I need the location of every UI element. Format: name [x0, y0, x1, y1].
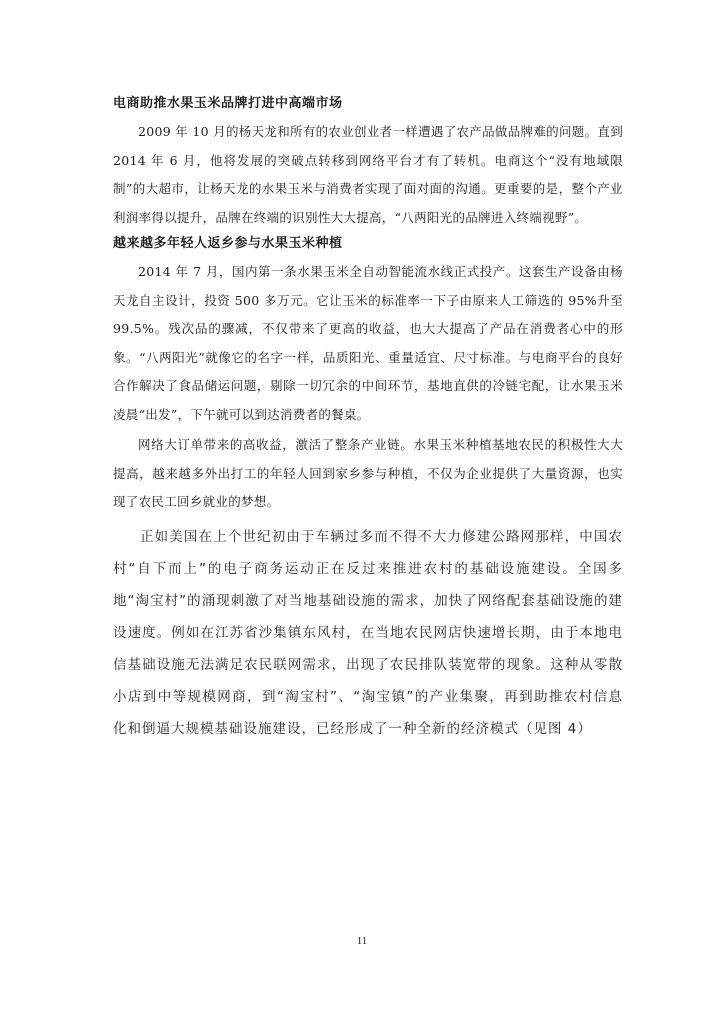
page-number: 11 — [356, 935, 368, 947]
section-heading-ecommerce-brand: 电商助推水果玉米品牌打进中高端市场 — [113, 96, 343, 111]
section-heading-youth-return: 越来越多年轻人返乡参与水果玉米种植 — [113, 236, 343, 251]
paragraph-production-line: 2014 年 7 月，国内第一条水果玉米全自动智能流水线正式投产。这套生产设备由杨天龙自主设计，投资 500 多万元。它让玉米的标准率一下子由原来人工筛选的 95%升至 99.5%。残次品的骤减，不仅带来了更高的收益，也大大提高了产品在消费者心中的形象。“八两阳光”就像它的名字一样，品质阳光、重量适宜、尺寸标准。与电商平台的良好合作解决了食品储运问题，剔除一切冗余的中间环节，基地直供的冷链宅配，让水果玉米凌晨“出发”，下午就可以到达消费者的餐桌。 — [113, 264, 623, 422]
paragraph-industry-chain: 网络大订单带来的高收益，激活了整条产业链。水果玉米种植基地农民的积极性大大提高，越来越多外出打工的年轻人回到家乡参与种植，不仅为企业提供了大量资源，也实现了农民工回乡就业的梦想。 — [113, 437, 623, 509]
paragraph-brand-problem: 2009 年 10 月的杨天龙和所有的农业创业者一样遭遇了农产品做品牌难的问题。直到 2014 年 6 月，他将发展的突破点转移到网络平台才有了转机。电商这个“没有地域限制”的大超市，让杨天龙的水果玉米与消费者实现了面对面的沟通。更重要的是，整个产业利润率得以提升，品牌在终端的识别性大大提高，“八两阳光的品牌进入终端视野”。 — [113, 124, 623, 225]
page-content — [113, 94, 623, 745]
paragraph-infrastructure: 正如美国在上个世纪初由于车辆过多而不得不大力修建公路网那样，中国农村“自下而上”的电子商务运动正在反过来推进农村的基础设施建设。全国多地“淘宝村”的涌现刺激了对当地基础设施的需求，加快了网络配套基础设施的建设速度。例如在江苏省沙集镇东风村，在当地农民网店快速增长期，由于本地电信基础设施无法满足农民联网需求，出现了农民排队装宽带的现象。这种从零散小店到中等规模网商，到“淘宝村”、“淘宝镇”的产业集聚，再到助推农村信息化和倒逼大规模基础设施建设，已经形成了一种全新的经济模式（见图 4） — [113, 528, 623, 737]
